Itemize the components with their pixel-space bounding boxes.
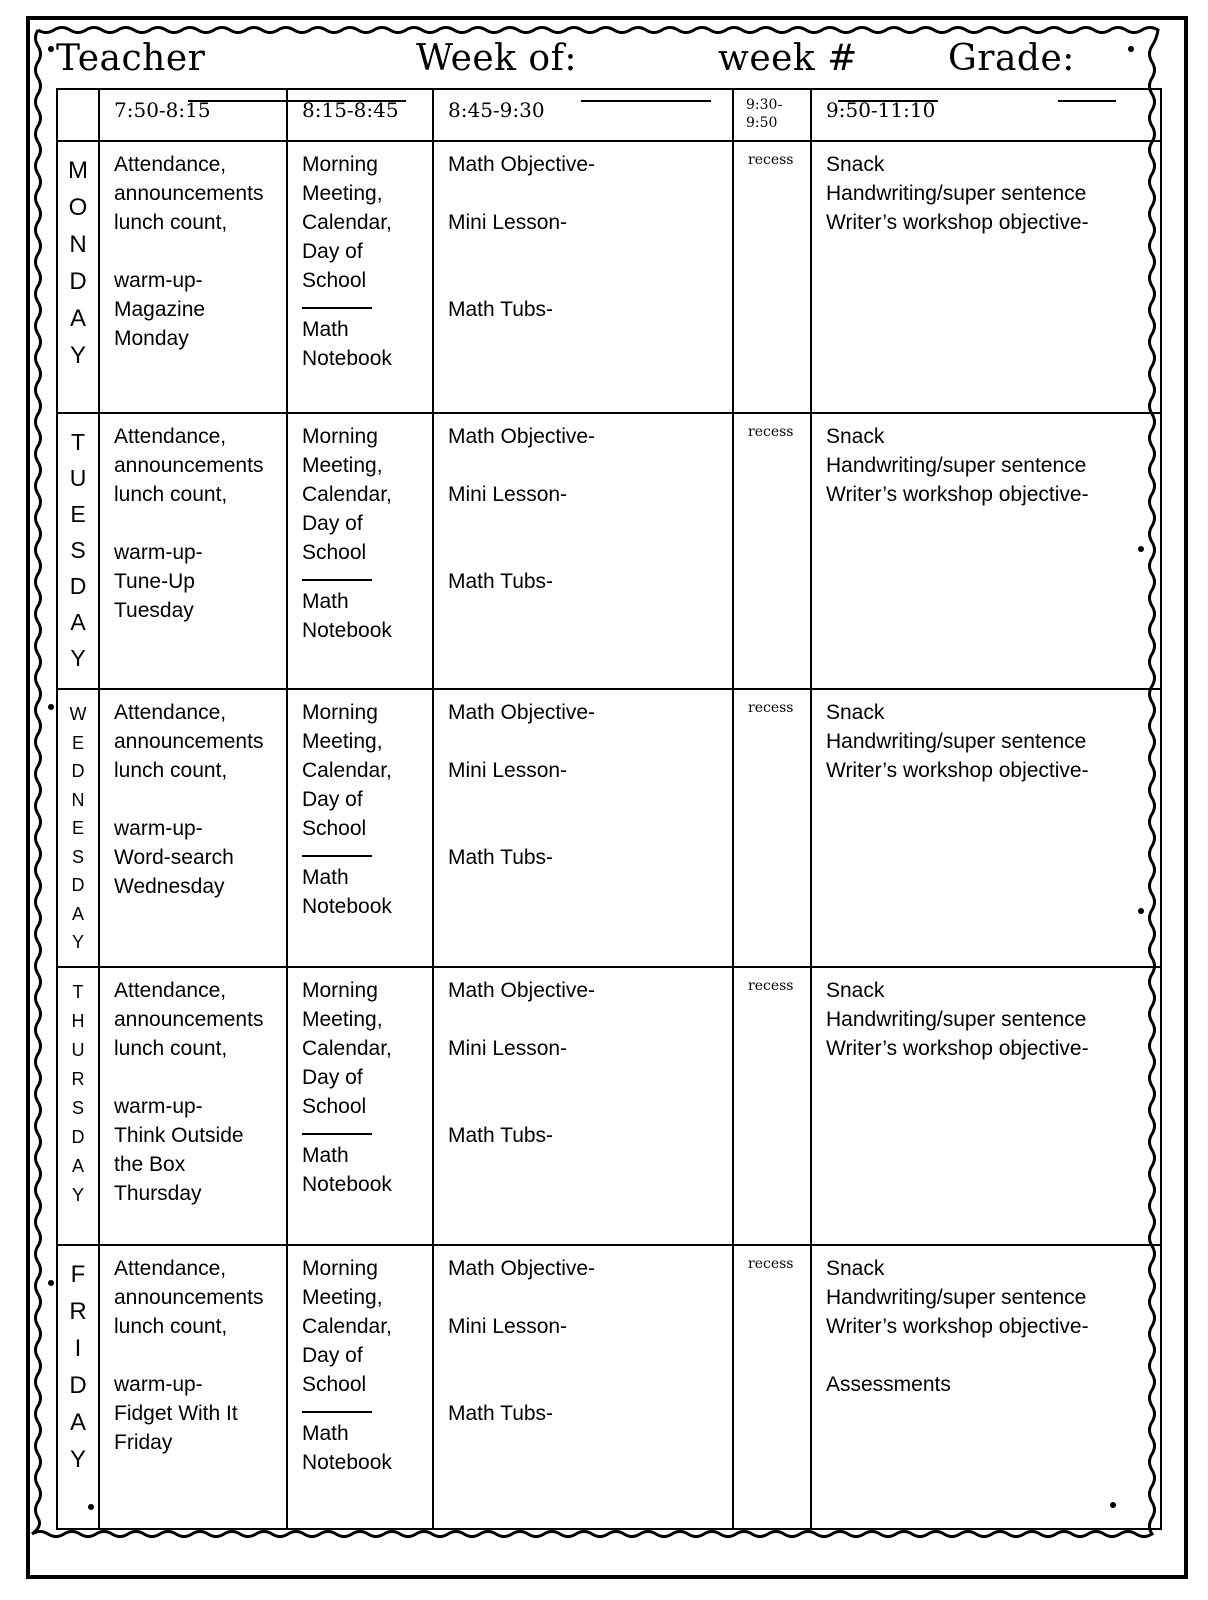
week-of-label: Week of:: [416, 38, 578, 79]
math-notebook-text: Math Notebook: [302, 866, 392, 918]
math-objective-label: Math Objective-: [448, 701, 596, 724]
divider-line: [302, 297, 372, 309]
grade-label: Grade:: [948, 38, 1075, 79]
day-letter: Y: [69, 1446, 86, 1473]
day-letter: Y: [69, 342, 86, 369]
morning-meeting-cell[interactable]: [287, 689, 433, 967]
day-letter: N: [71, 789, 85, 810]
divider-line: [302, 569, 372, 581]
day-letter: F: [70, 1261, 86, 1288]
math-tubs-label: Math Tubs-: [448, 1402, 554, 1425]
day-letter: D: [69, 1372, 87, 1399]
day-letter: Y: [70, 645, 86, 671]
mini-lesson-label: Mini Lesson-: [448, 483, 568, 506]
recess-cell: recess: [733, 967, 811, 1245]
writing-cell[interactable]: Snack Handwriting/super sentence Writer’s workshop objective-: [811, 141, 1161, 413]
corner-dot: [1128, 46, 1134, 52]
mini-lesson-label: Mini Lesson-: [448, 759, 568, 782]
divider-line: [302, 845, 372, 857]
day-name-cell: [57, 141, 99, 413]
time-header-row: [57, 89, 1161, 141]
side-dot: [1138, 908, 1144, 914]
recess-cell: recess: [733, 413, 811, 689]
day-letter: D: [71, 761, 85, 781]
math-tubs-label: Math Tubs-: [448, 298, 554, 321]
day-letter: Y: [71, 1185, 84, 1205]
recess-cell: recess: [733, 141, 811, 413]
day-row: [57, 141, 1161, 413]
day-letter: E: [70, 501, 86, 527]
math-notebook-text: Math Notebook: [302, 318, 392, 370]
mini-lesson-label: Mini Lesson-: [448, 1315, 568, 1338]
day-name-cell: [57, 413, 99, 689]
day-letter: W: [69, 704, 87, 724]
math-cell[interactable]: [433, 413, 733, 689]
math-objective-label: Math Objective-: [448, 1257, 596, 1280]
math-notebook-text: Math Notebook: [302, 1144, 392, 1196]
day-row: [57, 689, 1161, 967]
day-letter: H: [71, 1011, 85, 1031]
writing-cell[interactable]: Snack Handwriting/super sentence Writer’s workshop objective- Assessments: [811, 1245, 1161, 1529]
time-slot-2: 8:15-8:45: [287, 89, 433, 141]
day-letter: E: [71, 818, 84, 838]
day-letter: O: [68, 194, 88, 221]
math-cell[interactable]: [433, 141, 733, 413]
morning-meeting-text: Morning Meeting, Calendar, Day of School: [302, 153, 392, 292]
day-letter: I: [74, 1335, 82, 1362]
routine-cell[interactable]: Attendance, announcements lunch count, warm-up- Word-search Wednesday: [99, 689, 287, 967]
mini-lesson-label: Mini Lesson-: [448, 211, 568, 234]
day-letter: S: [71, 846, 84, 867]
side-dot: [48, 704, 54, 710]
routine-cell[interactable]: Attendance, announcements lunch count, warm-up- Tune-Up Tuesday: [99, 413, 287, 689]
side-dot: [48, 1280, 54, 1286]
morning-meeting-text: Morning Meeting, Calendar, Day of School: [302, 1257, 392, 1396]
routine-cell[interactable]: Attendance, announcements lunch count, warm-up- Magazine Monday: [99, 141, 287, 413]
day-letter: S: [71, 1098, 84, 1118]
routine-cell[interactable]: Attendance, announcements lunch count, warm-up- Think Outside the Box Thursday: [99, 967, 287, 1245]
math-objective-label: Math Objective-: [448, 153, 596, 176]
morning-meeting-text: Morning Meeting, Calendar, Day of School: [302, 701, 392, 840]
day-letter: T: [72, 982, 84, 1002]
day-name-cell: [57, 1245, 99, 1529]
recess-cell: recess: [733, 689, 811, 967]
morning-meeting-text: Morning Meeting, Calendar, Day of School: [302, 425, 392, 564]
mini-lesson-label: Mini Lesson-: [448, 1037, 568, 1060]
day-letter: A: [71, 1156, 84, 1176]
day-letter: A: [69, 1409, 86, 1436]
day-letter: U: [71, 1040, 85, 1060]
morning-meeting-cell[interactable]: [287, 141, 433, 413]
corner-dot: [48, 46, 54, 52]
day-letter: A: [70, 609, 86, 635]
divider-line: [302, 1401, 372, 1413]
math-tubs-label: Math Tubs-: [448, 1124, 554, 1147]
day-letter: E: [71, 732, 84, 753]
day-letter: M: [68, 157, 88, 184]
day-letter: S: [70, 537, 86, 563]
math-cell[interactable]: [433, 967, 733, 1245]
math-cell[interactable]: [433, 1245, 733, 1529]
divider-line: [302, 1123, 372, 1135]
math-tubs-label: Math Tubs-: [448, 570, 554, 593]
day-letter: N: [69, 231, 87, 258]
day-name-cell: [57, 967, 99, 1245]
writing-cell[interactable]: Snack Handwriting/super sentence Writer’s workshop objective-: [811, 689, 1161, 967]
day-letter: T: [70, 429, 86, 455]
morning-meeting-cell[interactable]: [287, 967, 433, 1245]
day-letter: U: [69, 465, 87, 491]
day-letter: D: [69, 268, 87, 295]
morning-meeting-cell[interactable]: [287, 413, 433, 689]
weekly-planner-table: [56, 88, 1162, 1530]
day-letter: Y: [71, 932, 84, 952]
math-objective-label: Math Objective-: [448, 425, 596, 448]
day-letter: R: [71, 1069, 85, 1089]
time-slot-3: 8:45-9:30: [433, 89, 733, 141]
routine-cell[interactable]: Attendance, announcements lunch count, warm-up- Fidget With It Friday: [99, 1245, 287, 1529]
recess-cell: recess: [733, 1245, 811, 1529]
writing-cell[interactable]: Snack Handwriting/super sentence Writer’s workshop objective-: [811, 413, 1161, 689]
corner-cell: [57, 89, 99, 141]
day-letter: A: [69, 305, 86, 332]
math-tubs-label: Math Tubs-: [448, 846, 554, 869]
side-dot: [1138, 546, 1144, 552]
time-slot-1: 7:50-8:15: [99, 89, 287, 141]
teacher-label: Teacher: [56, 38, 206, 79]
planner-header: [56, 38, 1156, 86]
day-row: [57, 967, 1161, 1245]
math-objective-label: Math Objective-: [448, 979, 596, 1002]
day-row: [57, 1245, 1161, 1529]
day-letter: D: [71, 1127, 85, 1147]
day-row: [57, 413, 1161, 689]
corner-dot: [1110, 1502, 1116, 1508]
day-letter: D: [69, 573, 87, 599]
writing-cell[interactable]: Snack Handwriting/super sentence Writer’s workshop objective-: [811, 967, 1161, 1245]
math-cell[interactable]: [433, 689, 733, 967]
day-letter: D: [71, 875, 85, 895]
corner-dot: [88, 1504, 94, 1510]
week-number-label: week #: [718, 38, 858, 79]
day-letter: A: [71, 903, 84, 924]
day-name-cell: [57, 689, 99, 967]
time-slot-5: 9:50-11:10: [811, 89, 1161, 141]
math-notebook-text: Math Notebook: [302, 590, 392, 642]
day-letter: R: [69, 1298, 87, 1325]
morning-meeting-text: Morning Meeting, Calendar, Day of School: [302, 979, 392, 1118]
morning-meeting-cell[interactable]: [287, 1245, 433, 1529]
time-slot-4: 9:30-9:50: [733, 89, 811, 141]
math-notebook-text: Math Notebook: [302, 1422, 392, 1474]
